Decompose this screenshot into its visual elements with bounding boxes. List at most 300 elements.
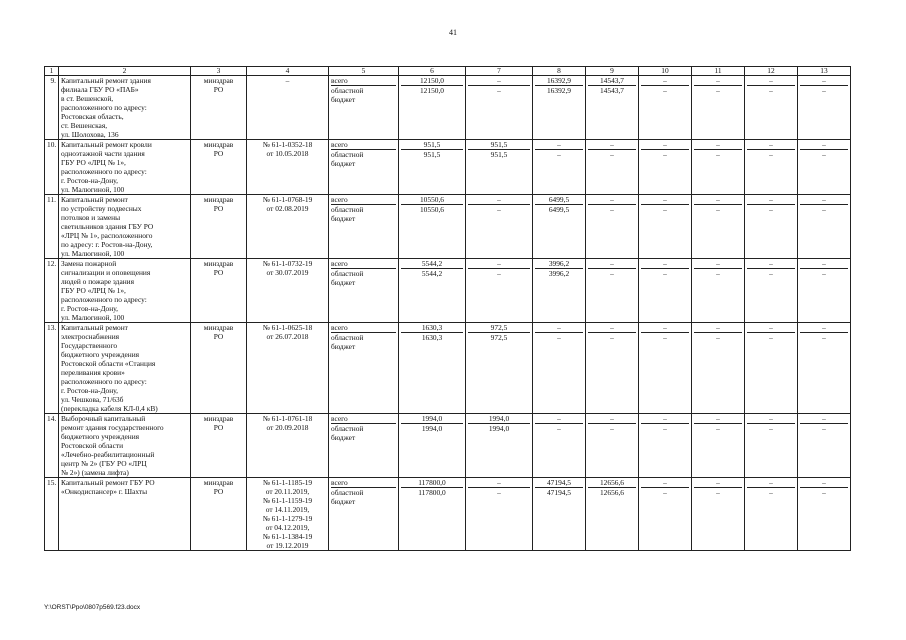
cell-line: от 19.12.2019 (266, 541, 309, 550)
cell-line: Капитальный ремонт ГБУ РО (61, 478, 155, 487)
cell-line: минздрав (203, 140, 234, 149)
value-cell (639, 76, 692, 140)
cell-line: – (285, 76, 290, 85)
cell-line: № 61-1-1384-19 (262, 532, 313, 541)
value-line: – (641, 140, 689, 150)
value-line: – (800, 76, 848, 86)
value-cell (745, 414, 798, 478)
column-header: 8 (533, 67, 586, 76)
value-line: – (769, 150, 773, 159)
cell-line: в ст. Вешенской, (61, 94, 114, 103)
funding-source-cell (329, 195, 399, 259)
value-line: – (747, 195, 795, 205)
value-line: 12150,0 (401, 76, 463, 86)
customer-cell (191, 414, 247, 478)
value-line: – (822, 269, 826, 278)
value-cell (533, 76, 586, 140)
cell-line: г. Ростов-на-Дону, (61, 176, 118, 185)
value-line: 6499,5 (535, 195, 583, 205)
value-line: 14543,7 (599, 86, 625, 95)
value-cell (692, 76, 745, 140)
value-cell (798, 414, 851, 478)
cell-line: № 61-1-0768-19 (262, 195, 313, 204)
value-cell (745, 323, 798, 414)
value-line: – (716, 269, 720, 278)
cell-line: г. Ростов-на-Дону, (61, 386, 118, 395)
value-line: – (694, 323, 742, 333)
value-line: 1630,3 (401, 323, 463, 333)
value-line: – (641, 478, 689, 488)
customer-cell (191, 140, 247, 195)
value-line: – (468, 259, 530, 269)
value-line: – (468, 76, 530, 86)
value-line: – (769, 424, 773, 433)
value-line: – (716, 86, 720, 95)
cell-line: № 61-1-0761-18 (262, 414, 313, 423)
value-line: – (747, 478, 795, 488)
cell-line: Ростовская область, (61, 112, 124, 121)
cell-line: минздрав (203, 478, 234, 487)
value-line: – (535, 414, 583, 424)
budget-table (44, 66, 851, 551)
value-line: 1994,0 (488, 424, 510, 433)
value-cell (533, 478, 586, 551)
cell-line: Ростовской области (61, 441, 124, 450)
cell-line: минздрав (203, 76, 234, 85)
cell-line: от 26.07.2018 (266, 332, 309, 341)
table-row (45, 414, 851, 478)
cell-line: людей о пожаре здания (61, 277, 135, 286)
value-line: – (663, 150, 667, 159)
row-number: 13. (45, 323, 59, 414)
cell-line: ул. Чешкова, 71/63б (61, 395, 124, 404)
value-line: – (610, 424, 614, 433)
value-line: 972,5 (490, 333, 508, 342)
value-line: – (747, 414, 795, 424)
value-line: – (588, 259, 636, 269)
cell-line: ремонт здания государственного (61, 423, 164, 432)
cell-line: № 61-1-0732-19 (262, 259, 313, 268)
value-line: 1994,0 (421, 424, 443, 433)
cell-line: РО (213, 487, 224, 496)
value-line: – (769, 269, 773, 278)
value-cell (399, 195, 466, 259)
value-cell (533, 195, 586, 259)
value-cell (586, 478, 639, 551)
document-cell (247, 140, 329, 195)
cell-line: РО (213, 85, 224, 94)
value-line: 117800,0 (418, 488, 446, 497)
value-cell (586, 195, 639, 259)
cell-line: № 61-1-0352-18 (262, 140, 313, 149)
cell-line: филиала ГБУ РО «ПАБ» (61, 85, 139, 94)
source-line: областной (331, 86, 364, 95)
cell-line: ГБУ РО «ЛРЦ № 1», (61, 158, 126, 167)
row-number: 11. (45, 195, 59, 259)
column-header: 4 (247, 67, 329, 76)
value-cell (745, 259, 798, 323)
value-line: 47194,5 (546, 488, 572, 497)
cell-line: Капитальный ремонт кровли (61, 140, 152, 149)
value-line: – (800, 140, 848, 150)
cell-line: потолков и замены (61, 213, 121, 222)
source-line: областной (331, 205, 364, 214)
value-line: – (588, 195, 636, 205)
value-line: – (822, 333, 826, 342)
source-line: бюджет (331, 497, 356, 506)
cell-line: по адресу: г. Ростов-на-Дону, (61, 240, 153, 249)
value-cell (798, 76, 851, 140)
value-line: – (694, 478, 742, 488)
funding-source-cell (329, 259, 399, 323)
object-name-cell (59, 323, 191, 414)
value-line: – (800, 414, 848, 424)
row-number: 12. (45, 259, 59, 323)
value-line: 16392,9 (546, 86, 572, 95)
value-line: 3996,2 (548, 269, 570, 278)
cell-line: от 20.11.2019, (265, 487, 310, 496)
value-line: 1994,0 (468, 414, 530, 424)
value-line: – (535, 323, 583, 333)
document-cell (247, 414, 329, 478)
value-cell (692, 140, 745, 195)
funding-source-cell (329, 140, 399, 195)
cell-line: бюджетного учреждения (61, 350, 140, 359)
column-header: 5 (329, 67, 399, 76)
value-line: – (610, 333, 614, 342)
value-line: – (588, 140, 636, 150)
value-line: 1630,3 (421, 333, 443, 342)
column-header: 6 (399, 67, 466, 76)
value-line: – (694, 195, 742, 205)
value-line: 117800,0 (401, 478, 463, 488)
customer-cell (191, 478, 247, 551)
value-line: 10550,6 (419, 205, 445, 214)
cell-line: светильников здания ГБУ РО (61, 222, 154, 231)
value-line: – (497, 488, 501, 497)
value-cell (466, 140, 533, 195)
value-line: – (610, 269, 614, 278)
value-line: – (588, 323, 636, 333)
cell-line: центр № 2» (ГБУ РО «ЛРЦ (61, 459, 147, 468)
value-line: – (694, 259, 742, 269)
value-line: – (497, 269, 501, 278)
funding-source-cell (329, 414, 399, 478)
value-cell (639, 259, 692, 323)
value-cell (466, 259, 533, 323)
value-line: – (694, 140, 742, 150)
cell-line: № 61-1-0625-18 (262, 323, 313, 332)
column-header: 9 (586, 67, 639, 76)
header-row (45, 67, 851, 76)
value-line: – (663, 488, 667, 497)
source-line: областной (331, 269, 364, 278)
value-line: 1994,0 (401, 414, 463, 424)
value-line: – (769, 488, 773, 497)
value-line: 6499,5 (548, 205, 570, 214)
value-cell (399, 478, 466, 551)
cell-line: от 14.11.2019, (265, 505, 310, 514)
cell-line: расположенного по адресу: (61, 167, 147, 176)
value-cell (586, 414, 639, 478)
value-line: 14543,7 (588, 76, 636, 86)
value-line: 16392,9 (535, 76, 583, 86)
value-cell (798, 140, 851, 195)
value-line: – (747, 259, 795, 269)
value-line: – (822, 150, 826, 159)
cell-line: г. Ростов-на-Дону, (61, 304, 118, 313)
value-line: – (716, 488, 720, 497)
funding-source-cell (329, 76, 399, 140)
value-line: 12150,0 (419, 86, 445, 95)
document-cell (247, 195, 329, 259)
source-line: всего (331, 259, 396, 269)
value-cell (586, 259, 639, 323)
value-cell (745, 478, 798, 551)
cell-line: расположенного по адресу: (61, 103, 147, 112)
cell-line: РО (213, 204, 224, 213)
cell-line: от 20.09.2018 (266, 423, 309, 432)
cell-line: «Лечебно-реабилитационный (61, 450, 155, 459)
cell-line: минздрав (203, 195, 234, 204)
value-cell (798, 259, 851, 323)
customer-cell (191, 195, 247, 259)
value-cell (639, 323, 692, 414)
cell-line: минздрав (203, 259, 234, 268)
value-line: – (663, 86, 667, 95)
value-line: – (663, 269, 667, 278)
document-cell (247, 259, 329, 323)
value-cell (639, 414, 692, 478)
table-row (45, 76, 851, 140)
value-line: – (588, 414, 636, 424)
value-line: – (641, 323, 689, 333)
cell-line: Капитальный ремонт здания (61, 76, 151, 85)
value-cell (399, 259, 466, 323)
column-header: 10 (639, 67, 692, 76)
source-line: бюджет (331, 214, 356, 223)
value-line: – (641, 414, 689, 424)
source-line: всего (331, 414, 396, 424)
value-line: – (663, 205, 667, 214)
cell-line: ул. Малюгиной, 100 (61, 249, 125, 258)
value-line: – (694, 76, 742, 86)
value-cell (399, 140, 466, 195)
column-header: 3 (191, 67, 247, 76)
value-line: – (535, 140, 583, 150)
value-line: 951,5 (401, 140, 463, 150)
column-header: 7 (466, 67, 533, 76)
column-header: 1 (45, 67, 59, 76)
column-header: 11 (692, 67, 745, 76)
cell-line: № 2») (замена лифта) (61, 468, 129, 477)
cell-line: от 30.07.2019 (266, 268, 309, 277)
value-cell (586, 323, 639, 414)
value-cell (586, 140, 639, 195)
value-cell (399, 76, 466, 140)
cell-line: № 61-1-1185-19 (262, 478, 313, 487)
value-line: – (557, 150, 561, 159)
value-cell (692, 323, 745, 414)
source-line: бюджет (331, 342, 356, 351)
cell-line: Ростовской области «Станция (61, 359, 156, 368)
cell-line: Выборочный капитальный (61, 414, 146, 423)
value-line: 951,5 (468, 140, 530, 150)
value-line: – (663, 333, 667, 342)
value-line: – (769, 333, 773, 342)
value-line: – (557, 333, 561, 342)
customer-cell (191, 259, 247, 323)
value-line: – (663, 424, 667, 433)
cell-line: РО (213, 423, 224, 432)
funding-source-cell (329, 323, 399, 414)
row-number: 9. (45, 76, 59, 140)
cell-line: ул. Малюгиной, 100 (61, 313, 125, 322)
value-line: – (694, 414, 742, 424)
value-cell (399, 414, 466, 478)
value-line: – (641, 76, 689, 86)
document-cell (247, 478, 329, 551)
object-name-cell (59, 259, 191, 323)
value-line: – (769, 205, 773, 214)
cell-line: от 10.05.2018 (266, 149, 309, 158)
cell-line: одноэтажной части здания (61, 149, 145, 158)
value-cell (745, 76, 798, 140)
cell-line: № 61-1-1279-19 (262, 514, 313, 523)
value-line: – (641, 259, 689, 269)
value-cell (692, 478, 745, 551)
value-cell (586, 76, 639, 140)
customer-cell (191, 323, 247, 414)
cell-line: Государственного (61, 341, 118, 350)
customer-cell (191, 76, 247, 140)
value-cell (466, 414, 533, 478)
object-name-cell (59, 76, 191, 140)
cell-line: Капитальный ремонт (61, 323, 128, 332)
source-line: бюджет (331, 433, 356, 442)
value-line: 5544,2 (421, 269, 443, 278)
value-line: – (610, 205, 614, 214)
value-line: – (610, 150, 614, 159)
value-line: – (468, 195, 530, 205)
source-line: всего (331, 195, 396, 205)
column-header: 13 (798, 67, 851, 76)
value-cell (466, 478, 533, 551)
table-row (45, 140, 851, 195)
source-line: всего (331, 76, 396, 86)
value-cell (798, 478, 851, 551)
source-line: всего (331, 140, 396, 150)
cell-line: электроснабжения (61, 332, 120, 341)
cell-line: сигнализации и оповещения (61, 268, 151, 277)
cell-line: РО (213, 149, 224, 158)
cell-line: бюджетного учреждения (61, 432, 140, 441)
value-line: – (822, 424, 826, 433)
table-row (45, 259, 851, 323)
value-line: – (747, 323, 795, 333)
source-line: всего (331, 323, 396, 333)
value-cell (745, 140, 798, 195)
value-cell (639, 478, 692, 551)
value-line: 10550,6 (401, 195, 463, 205)
cell-line: ГБУ РО «ЛРЦ № 1», (61, 286, 126, 295)
source-line: всего (331, 478, 396, 488)
value-line: 3996,2 (535, 259, 583, 269)
cell-line: расположенного по адресу: (61, 295, 147, 304)
source-line: областной (331, 488, 364, 497)
value-cell (639, 195, 692, 259)
cell-line: от 02.08.2019 (266, 204, 309, 213)
value-line: – (747, 76, 795, 86)
value-cell (466, 195, 533, 259)
cell-line: по устройству подвесных (61, 204, 142, 213)
object-name-cell (59, 195, 191, 259)
value-cell (399, 323, 466, 414)
value-cell (639, 140, 692, 195)
value-line: – (716, 333, 720, 342)
cell-line: (перекладка кабеля КЛ-0,4 кВ) (61, 404, 158, 413)
value-line: 951,5 (423, 150, 441, 159)
value-line: – (716, 205, 720, 214)
funding-source-cell (329, 478, 399, 551)
document-cell (247, 76, 329, 140)
value-cell (692, 414, 745, 478)
cell-line: ст. Вешенская, (61, 121, 108, 130)
value-line: 12656,6 (599, 488, 625, 497)
cell-line: РО (213, 268, 224, 277)
table-row (45, 323, 851, 414)
value-cell (533, 323, 586, 414)
table-row (45, 478, 851, 551)
value-line: – (800, 323, 848, 333)
value-cell (692, 259, 745, 323)
value-line: – (800, 195, 848, 205)
page-number: 41 (449, 28, 457, 37)
value-line: – (822, 86, 826, 95)
cell-line: от 04.12.2019, (265, 523, 310, 532)
object-name-cell (59, 478, 191, 551)
table-row (45, 195, 851, 259)
cell-line: переливания крови» (61, 368, 125, 377)
source-line: областной (331, 424, 364, 433)
value-line: – (800, 259, 848, 269)
value-line: – (822, 488, 826, 497)
value-line: – (468, 478, 530, 488)
value-line: – (800, 478, 848, 488)
row-number: 15. (45, 478, 59, 551)
value-cell (692, 195, 745, 259)
cell-line: ул. Шолохова, 136 (61, 130, 119, 139)
object-name-cell (59, 414, 191, 478)
cell-line: Замена пожарной (61, 259, 117, 268)
value-cell (466, 323, 533, 414)
value-cell (798, 323, 851, 414)
value-cell (533, 259, 586, 323)
value-line: – (747, 140, 795, 150)
source-line: областной (331, 333, 364, 342)
value-line: – (497, 205, 501, 214)
source-line: областной (331, 150, 364, 159)
value-line: 972,5 (468, 323, 530, 333)
value-cell (745, 195, 798, 259)
row-number: 10. (45, 140, 59, 195)
value-cell (466, 76, 533, 140)
value-cell (533, 414, 586, 478)
cell-line: минздрав (203, 414, 234, 423)
column-header: 12 (745, 67, 798, 76)
value-line: – (497, 86, 501, 95)
value-line: – (557, 424, 561, 433)
